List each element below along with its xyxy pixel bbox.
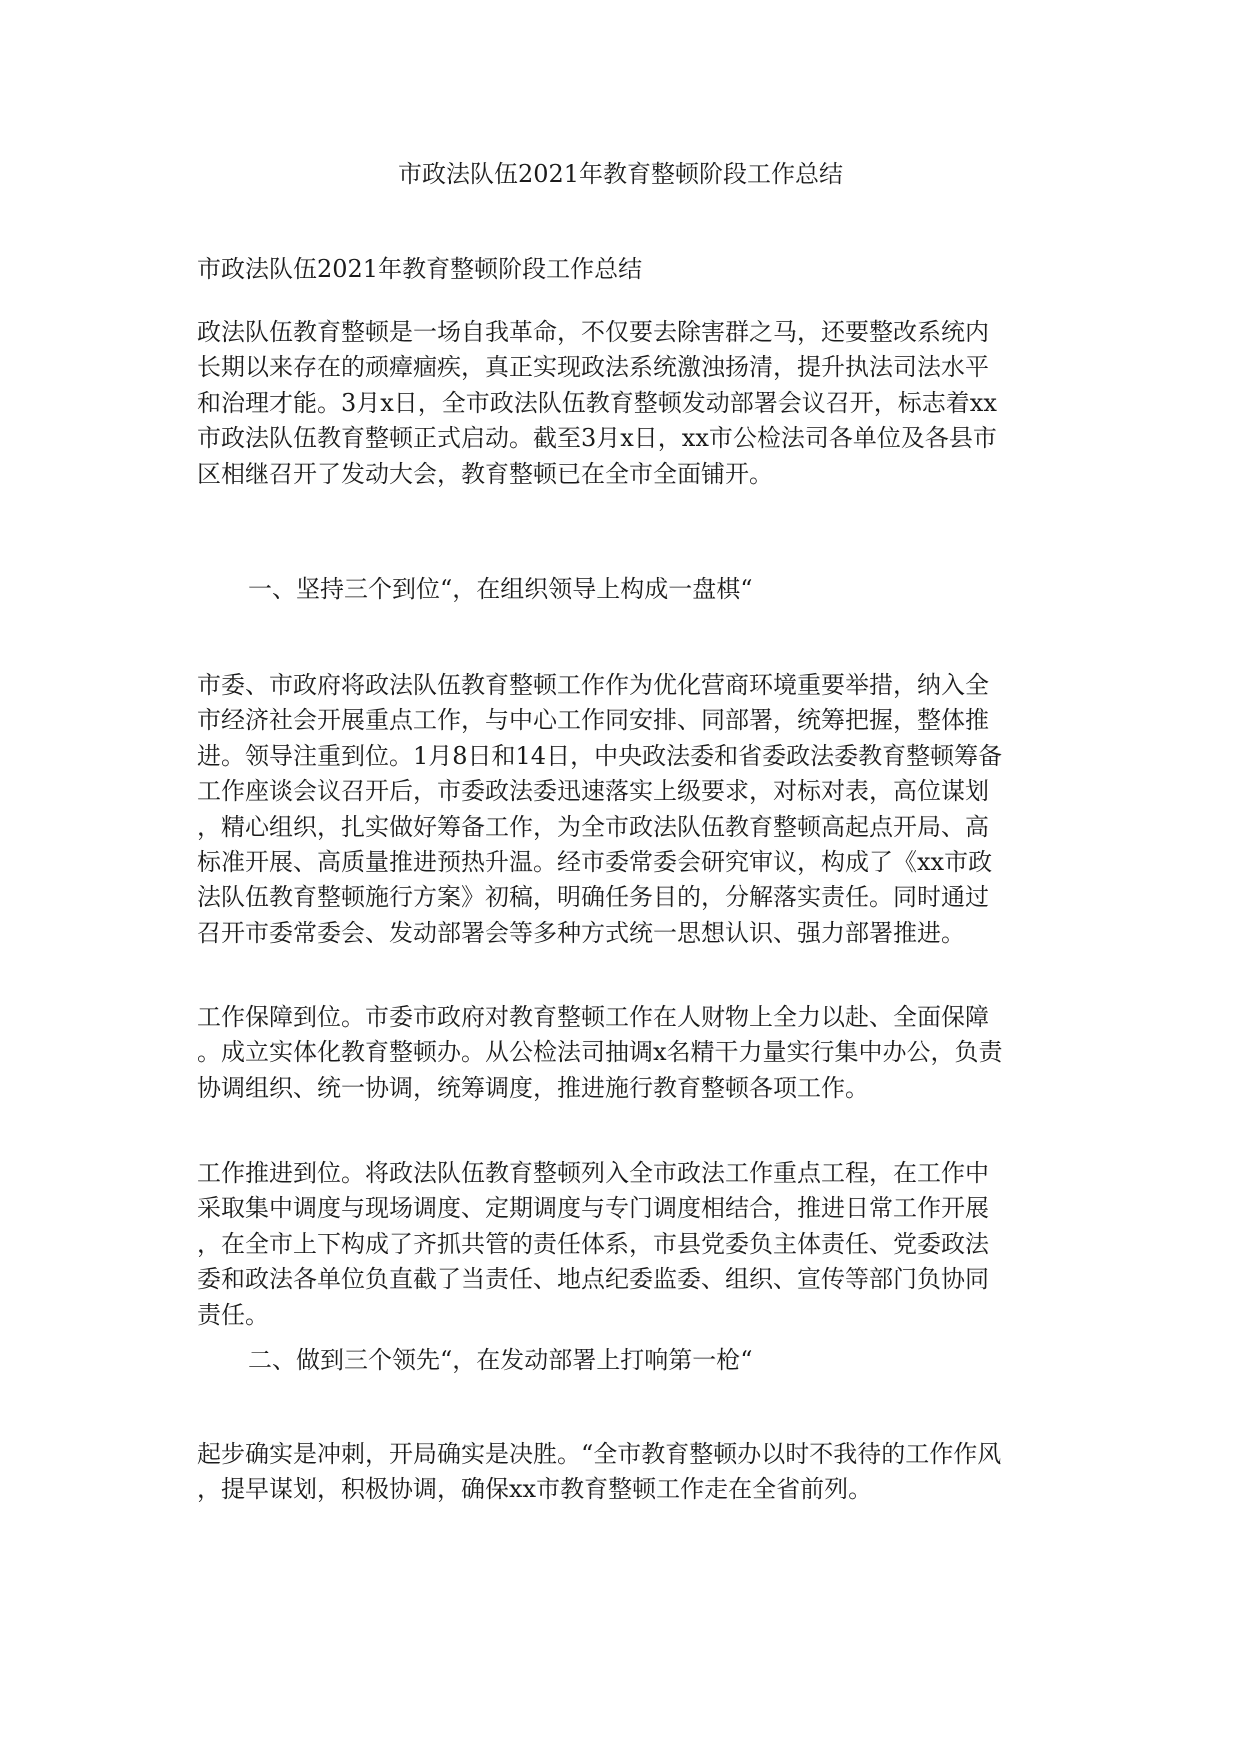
paragraph-line: 长期以来存在的顽瘴痼疾，真正实现政法系统激浊扬清，提升执法司法水平 [197,353,989,382]
document-title: 市政法队伍2021年教育整顿阶段工作总结 [397,160,844,188]
paragraph-line: ，在全市上下构成了齐抓共管的责任体系，市县党委负主体责任、党委政法 [197,1229,989,1258]
paragraph-line: 。成立实体化教育整顿办。从公检法司抽调x名精干力量实行集中办公，负责 [197,1038,1003,1067]
paragraph-line: 政法队伍教育整顿是一场自我革命，不仅要去除害群之马，还要整改系统内 [197,318,989,346]
section1-paragraph-1 [197,668,1037,951]
paragraph-line: 进。领导注重到位。1月8日和14日，中央政法委和省委政法委教育整顿筹备 [197,741,1003,770]
section1-paragraph-2 [197,1000,1037,1106]
paragraph-line: 市委、市政府将政法队伍教育整顿工作作为优化营商环境重要举措，纳入全 [197,671,989,699]
intro-paragraph [197,315,1037,492]
paragraph-line: 标准开展、高质量推进预热升温。经市委常委会研究审议，构成了《xx市政 [197,848,993,877]
paragraph-line: 市政法队伍教育整顿正式启动。截至3月x日，xx市公检法司各单位及各县市 [197,424,997,453]
paragraph-line: 工作保障到位。市委市政府对教育整顿工作在人财物上全力以赴、全面保障 [197,1003,989,1031]
section1-paragraph-3 [197,1156,1037,1333]
paragraph-line: ，精心组织，扎实做好筹备工作，为全市政法队伍教育整顿高起点开局、高 [197,812,989,841]
paragraph-line: ，提早谋划，积极协调，确保xx市教育整顿工作走在全省前列。 [197,1475,873,1504]
paragraph-line: 起步确实是冲刺，开局确实是决胜。“全市教育整顿办以时不我待的工作作风 [197,1440,1002,1468]
paragraph-line: 委和政法各单位负直截了当责任、地点纪委监委、组织、宣传等部门负协同 [197,1265,989,1294]
paragraph-line: 市经济社会开展重点工作，与中心工作同安排、同部署，统筹把握，整体推 [197,706,989,735]
paragraph-line: 工作座谈会议召开后，市委政法委迅速落实上级要求，对标对表，高位谋划 [197,777,989,806]
section2-paragraph-1 [197,1437,1037,1508]
paragraph-line: 法队伍教育整顿施行方案》初稿，明确任务目的，分解落实责任。同时通过 [197,883,989,912]
document-subtitle: 市政法队伍2021年教育整顿阶段工作总结 [197,255,643,283]
section-heading-2: 二、做到三个领先“，在发动部署上打响第一枪“ [248,1346,753,1374]
paragraph-line: 召开市委常委会、发动部署会等多种方式统一思想认识、强力部署推进。 [197,918,965,947]
paragraph-line: 工作推进到位。将政法队伍教育整顿列入全市政法工作重点工程，在工作中 [197,1159,989,1187]
paragraph-line: 和治理才能。3月x日，全市政法队伍教育整顿发动部署会议召开，标志着xx [197,388,997,417]
section-heading-1: 一、坚持三个到位“，在组织领导上构成一盘棋“ [248,575,753,603]
paragraph-line: 责任。 [197,1300,269,1329]
paragraph-line: 区相继召开了发动大会，教育整顿已在全市全面铺开。 [197,459,773,488]
paragraph-line: 协调组织、统一协调，统筹调度，推进施行教育整顿各项工作。 [197,1073,869,1102]
paragraph-line: 采取集中调度与现场调度、定期调度与专门调度相结合，推进日常工作开展 [197,1194,989,1223]
